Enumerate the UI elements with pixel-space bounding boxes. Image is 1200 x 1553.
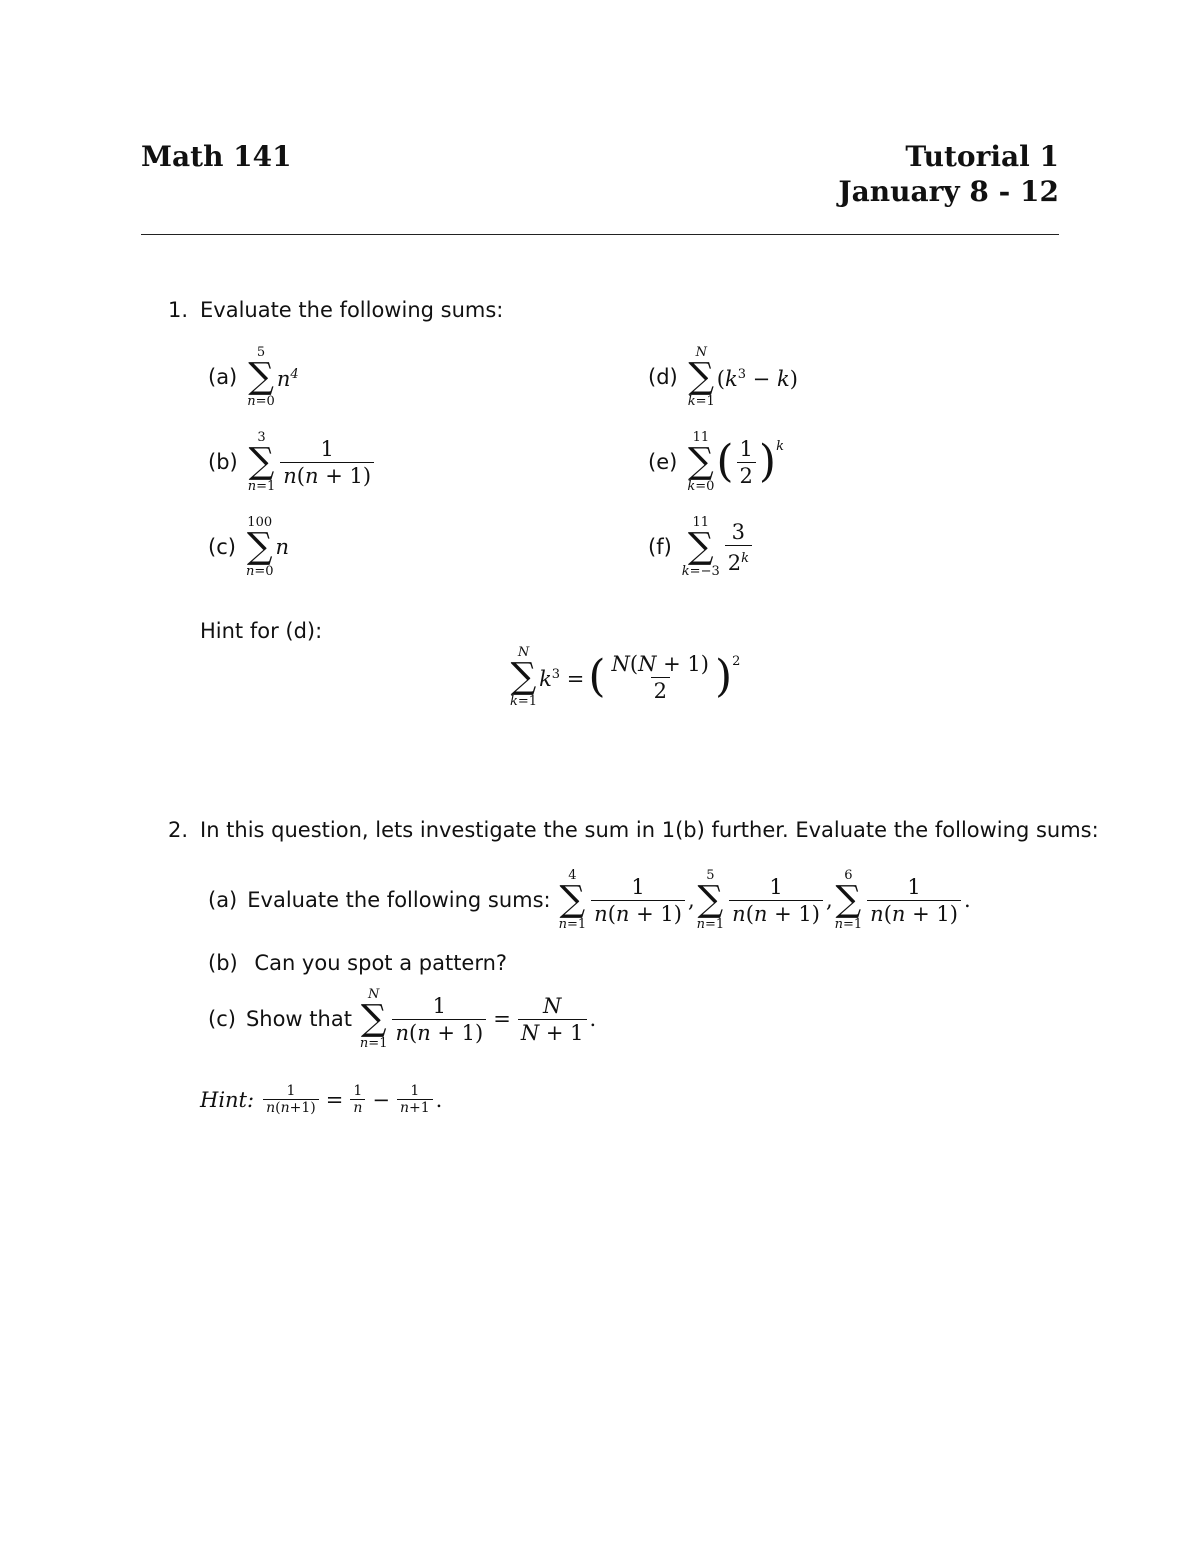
q2-hint: Hint: $\frac{1}{n(n+1)}$ = $\frac{1}{n}$ − $\frac{1}{n+1}$ . bbox=[200, 1083, 443, 1116]
q1-item-f bbox=[648, 515, 755, 579]
course-title: Math 141 bbox=[141, 140, 292, 173]
frac-hint: $\frac{N(N + 1)}{2}$ bbox=[611, 651, 709, 703]
sum-d: N ∑ k=1 bbox=[687, 345, 715, 409]
q2-text-b: Can you spot a pattern? bbox=[254, 951, 508, 975]
q1-label-e: (e) bbox=[648, 450, 678, 474]
q2-item-b bbox=[208, 950, 507, 976]
header-divider bbox=[141, 234, 1059, 235]
sum-q2a-3: 6 ∑ n=1 bbox=[834, 868, 863, 932]
frac-b: $\frac{1}{n(n + 1)}$ bbox=[280, 436, 374, 489]
q2-prompt: In this question, lets investigate the sum in 1(b) further. Evaluate the following sums: bbox=[200, 818, 1099, 842]
sum-f: 11 ∑ k=−3 bbox=[681, 515, 720, 579]
q1-item-a bbox=[208, 345, 299, 409]
q1-label-b: (b) bbox=[208, 450, 238, 474]
sum-c: 100 ∑ n=0 bbox=[245, 515, 274, 579]
q2-hint-label: Hint: bbox=[200, 1087, 255, 1112]
q2-number: 2. bbox=[168, 818, 189, 842]
expr-c: n bbox=[275, 535, 290, 559]
sum-q2a-2: 5 ∑ n=1 bbox=[696, 868, 725, 932]
q1-item-e: (e) 11 ∑ k=0 ( $\frac{1}{2}$ ) k bbox=[648, 430, 784, 494]
q1-label-d: (d) bbox=[648, 365, 678, 389]
q1-label-a: (a) bbox=[208, 365, 238, 389]
tutorial-title: Tutorial 1 bbox=[905, 140, 1059, 173]
frac-f: $\frac{3}{2^k}$ bbox=[725, 519, 752, 576]
q2-text-c: Show that bbox=[245, 1007, 352, 1031]
sum-e: 11 ∑ k=0 bbox=[687, 430, 715, 494]
q2-label-b: (b) bbox=[208, 951, 238, 975]
q2-item-c: (c) Show that N ∑ n=1 $\frac{1}{n(n + 1)}$ = $\frac{N}{N + 1}$ . bbox=[208, 987, 597, 1051]
q2-label-c: (c) bbox=[208, 1007, 236, 1031]
sum-q2c: N ∑ n=1 bbox=[359, 987, 388, 1051]
q1-label-c: (c) bbox=[208, 535, 236, 559]
q2-text-a: Evaluate the following sums: bbox=[247, 888, 551, 912]
q2-item-a: (a) Evaluate the following sums: 4 ∑ n=1 $\frac{1}{n(n + 1)}$ , 5 ∑ n=1 $\frac{1}{n(n + 1)}$ , 6 ∑ n=1 $\frac{1}{n(n + 1)}$ . bbox=[208, 868, 971, 932]
q1-item-c bbox=[208, 515, 289, 579]
q1-item-d bbox=[648, 345, 798, 409]
q2-label-a: (a) bbox=[208, 888, 238, 912]
q1-number: 1. bbox=[168, 298, 189, 322]
sum-hint: N ∑ k=1 bbox=[510, 645, 538, 709]
expr-a: $n^4$ bbox=[276, 367, 299, 391]
sum-a: 5 ∑ n=0 bbox=[247, 345, 275, 409]
q1-label-f: (f) bbox=[648, 535, 672, 559]
q1-hint-formula: N ∑ k=1 $k^3$ = ( $\frac{N(N + 1)}{2}$ ) 2 bbox=[510, 645, 741, 709]
expr-d: $(k^3 - k)$ bbox=[716, 367, 798, 391]
sum-b: 3 ∑ n=1 bbox=[247, 430, 276, 494]
tutorial-dates: January 8 - 12 bbox=[838, 175, 1059, 208]
q1-prompt: Evaluate the following sums: bbox=[200, 298, 504, 322]
q1-item-b bbox=[208, 430, 377, 494]
q1-hint-label: Hint for (d): bbox=[200, 619, 323, 643]
frac-e: $\frac{1}{2}$ bbox=[737, 436, 756, 489]
sum-q2a-1: 4 ∑ n=1 bbox=[558, 868, 587, 932]
